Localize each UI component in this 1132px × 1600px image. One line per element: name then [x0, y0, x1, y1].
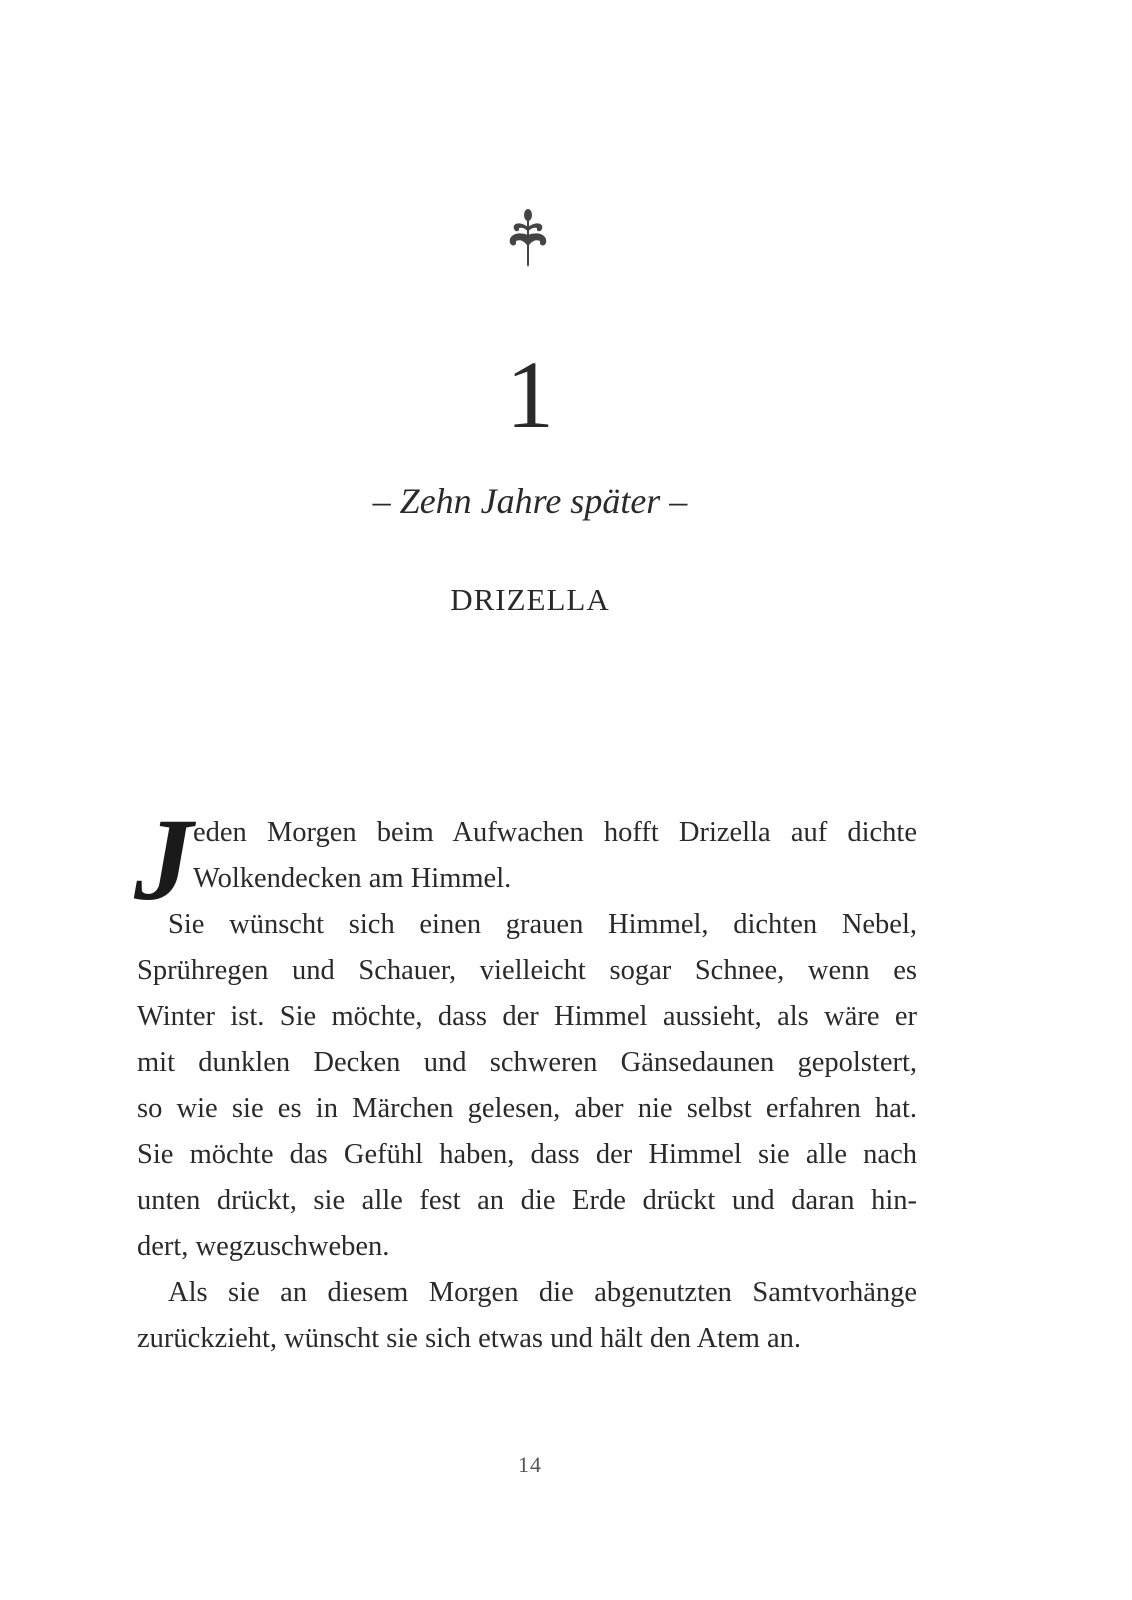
text-line: Als sie an diesem Morgen die abgenutzten Samtvorhänge [168, 1277, 917, 1308]
text-line: so wie sie es in Märchen gelesen, aber nie selbst erfahren hat. [137, 1093, 917, 1124]
chapter-number: 1 [506, 341, 554, 448]
body-text [137, 810, 917, 1362]
fleur-ornament-icon [506, 205, 550, 267]
chapter-subtitle: – Zehn Jahre später – [372, 481, 688, 521]
page-number: 14 [518, 1452, 542, 1477]
text-line: zurückzieht, wünscht sie sich etwas und hält den Atem an. [137, 1323, 802, 1354]
text-line: Sie möchte das Gefühl haben, dass der Himmel sie alle nach [137, 1139, 917, 1170]
chapter-pov-heading: DRIZELLA [450, 582, 610, 617]
text-line: Winter ist. Sie möchte, dass der Himmel aussieht, als wäre er [137, 1001, 917, 1032]
text-line: dert, wegzuschweben. [137, 1231, 390, 1262]
text-line: Sie wünscht sich einen grauen Himmel, dichten Nebel, [168, 909, 917, 940]
text-line: Wolkendecken am Himmel. [193, 863, 512, 894]
text-line: unten drückt, sie alle fest an die Erde drückt und daran hin- [137, 1185, 917, 1216]
drop-cap: J [134, 794, 193, 925]
text-line: eden Morgen beim Aufwachen hofft Drizella auf dichte [193, 817, 917, 848]
text-line: mit dunklen Decken und schweren Gänsedaunen gepolstert, [137, 1047, 917, 1078]
text-line: Sprühregen und Schauer, vielleicht sogar Schnee, wenn es [137, 955, 917, 986]
